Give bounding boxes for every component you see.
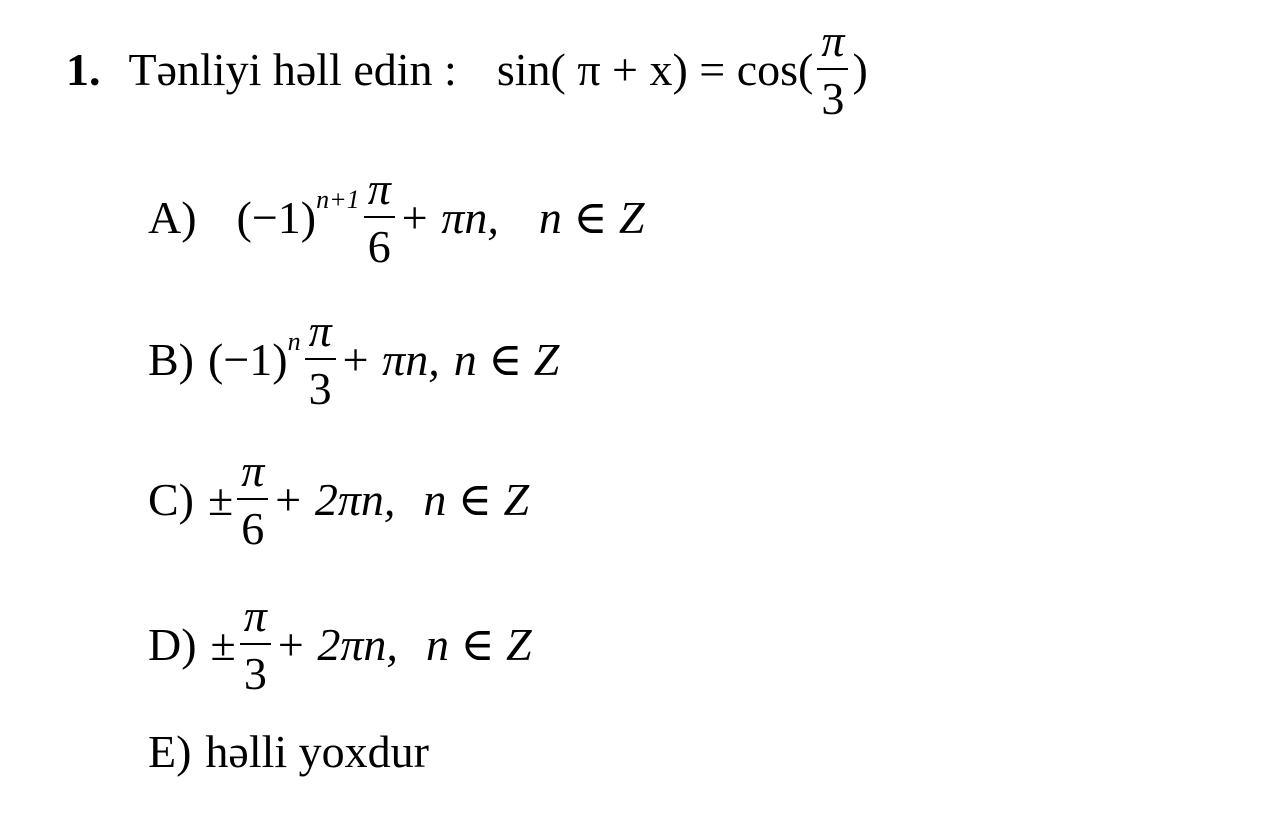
- option-a-domain: n ∈ Z: [538, 192, 645, 243]
- fraction-bar: [237, 498, 268, 500]
- option-b-label: B): [148, 334, 194, 385]
- equation-fraction-numerator: π: [821, 15, 845, 66]
- option-c-label: C): [148, 474, 194, 525]
- option-a-fraction: [364, 163, 395, 272]
- question-number: 1.: [66, 44, 101, 95]
- option-b-tail: + πn,: [339, 334, 440, 385]
- option-c-tail: + 2πn,: [272, 474, 396, 525]
- option-a-numerator: π: [367, 163, 391, 214]
- option-c-plus-minus: ±: [208, 474, 234, 525]
- option-c-fraction: [237, 445, 268, 554]
- option-d-label: D): [148, 619, 197, 670]
- equation-left: sin( π + x) = cos(: [496, 44, 814, 95]
- option-e[interactable]: [148, 722, 429, 782]
- option-d[interactable]: [148, 585, 532, 705]
- option-b-fraction: [305, 305, 336, 414]
- equation-right: ): [852, 44, 868, 95]
- option-b-numerator: π: [308, 305, 332, 356]
- equation-fraction: [817, 15, 848, 124]
- option-a-base: (−1): [236, 192, 317, 243]
- equation-fraction-denominator: 3: [821, 73, 845, 124]
- option-d-numerator: π: [243, 590, 267, 641]
- option-c[interactable]: [148, 440, 529, 560]
- fraction-bar: [817, 68, 848, 70]
- option-a-denominator: 6: [367, 221, 391, 272]
- option-a[interactable]: A) (−1) $^{n+1}$ $\frac{\pi}{6}$ + πn, n ∈ Z: [148, 163, 645, 272]
- option-c-domain: n ∈ Z: [423, 474, 530, 525]
- question-line: [66, 10, 868, 130]
- option-d-denominator: 3: [243, 648, 267, 699]
- question-instruction: Tənliyi həll edin :: [128, 44, 457, 95]
- option-d-domain: n ∈ Z: [425, 619, 532, 670]
- option-d-tail: + 2πn,: [274, 619, 398, 670]
- option-e-text: həlli yoxdur: [205, 726, 429, 777]
- option-e-label: E): [148, 726, 192, 777]
- option-a-label: A): [148, 192, 197, 243]
- option-b-denominator: 3: [308, 363, 332, 414]
- option-d-plus-minus: ±: [210, 619, 236, 670]
- option-b-domain: n ∈ Z: [453, 334, 560, 385]
- option-a-tail: + πn,: [398, 192, 499, 243]
- fraction-bar: [364, 216, 395, 218]
- option-c-denominator: 6: [241, 503, 265, 554]
- option-b-base: (−1): [208, 334, 288, 385]
- option-c-numerator: π: [241, 445, 265, 496]
- fraction-bar: [305, 358, 336, 360]
- option-b[interactable]: B) (−1) $^n$ $\frac{\pi}{3}$ + πn, n ∈ Z: [148, 305, 560, 414]
- fraction-bar: [240, 643, 271, 645]
- option-d-fraction: [240, 590, 271, 699]
